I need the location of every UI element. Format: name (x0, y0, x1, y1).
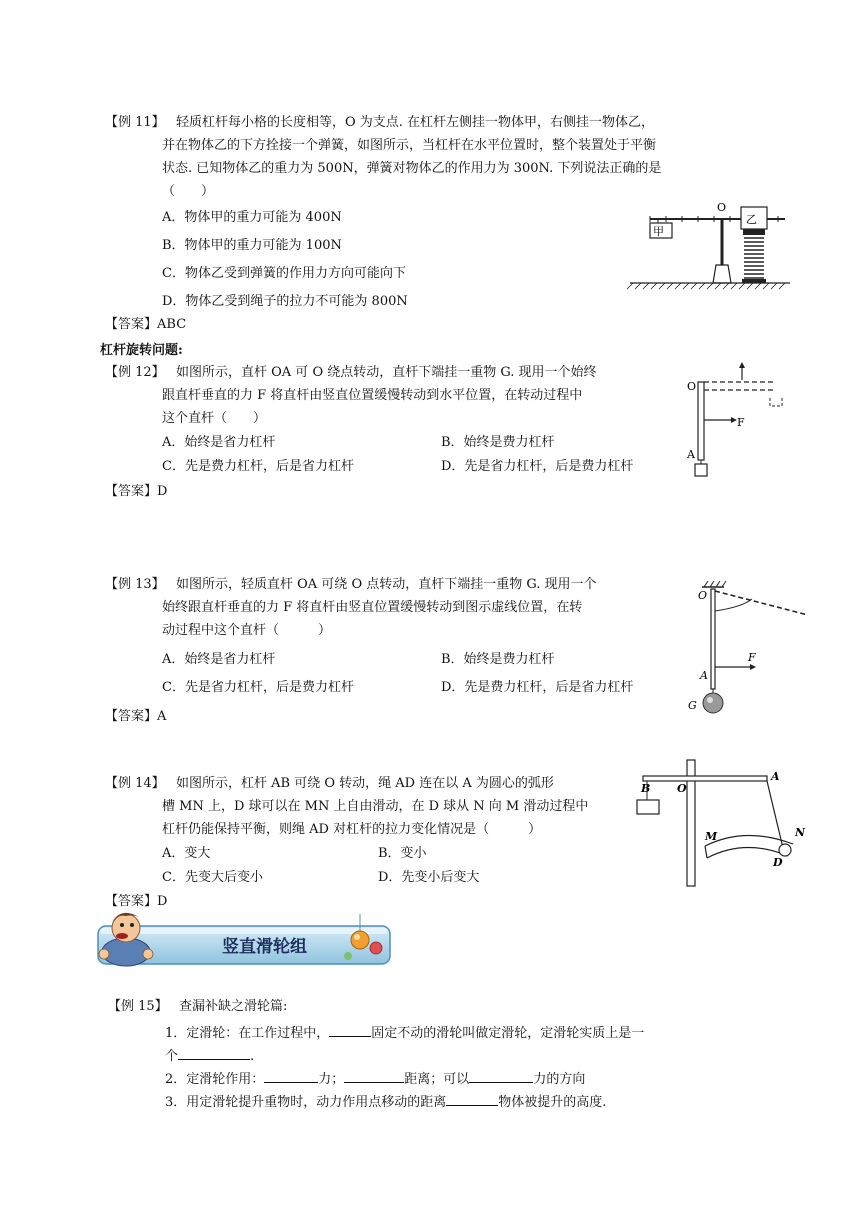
ex14-option-b: B．变小 (378, 846, 427, 861)
ex13-fig-f-label: F (748, 651, 756, 664)
ex13-fig-o-label: O (698, 589, 708, 602)
ex15-blank-2[interactable] (178, 1047, 250, 1060)
section-lever-rotation: 杠杆旋转问题: (100, 343, 183, 358)
ex15-blank-6[interactable] (446, 1093, 498, 1106)
ex13-answer: 【答案】A (105, 709, 167, 724)
ex11-answer: 【答案】ABC (105, 317, 187, 332)
ex12-option-c: C．先是费力杠杆，后是省力杠杆 (162, 459, 354, 474)
ex14-fig-a-label: A (771, 770, 780, 783)
ex11-option-d: D．物体乙受到绳子的拉力不可能为 800N (162, 294, 408, 309)
ex13-rod-ball-figure (682, 575, 810, 720)
ex13-tag: 【例 13】 (105, 577, 165, 592)
ex15-line-3: 2．定滑轮作用： 力； 距离；可以 力的方向 (165, 1072, 586, 1087)
ex12-line-1: 如图所示，直杆 OA 可 O 绕点转动，直杆下端挂一重物 G. 现用一个始终 (176, 365, 597, 380)
ex15-line-2: 个 . (165, 1049, 255, 1064)
ex11-line-2: 并在物体乙的下方拴接一个弹簧，如图所示，当杠杆在水平位置时，整个装置处于平衡 (162, 138, 657, 153)
ex13-option-a: A．始终是省力杠杆 (162, 652, 276, 667)
ex13-option-b: B．始终是费力杠杆 (441, 652, 555, 667)
ex14-option-d: D．先变小后变大 (378, 870, 480, 885)
ex14-fig-o-label: O (677, 782, 687, 795)
ex15-line-1: 1．定滑轮：在工作过程中， 固定不动的滑轮叫做定滑轮，定滑轮实质上是一 (165, 1026, 645, 1041)
ex14-line-1: 如图所示，杠杆 AB 可绕 O 转动，绳 AD 连在以 A 为圆心的弧形 (176, 776, 554, 791)
ex11-fig-o-label: O (717, 201, 727, 214)
ex12-option-a: A．始终是省力杠杆 (162, 435, 276, 450)
ex12-answer: 【答案】D (105, 484, 168, 499)
ex15-title: 查漏补缺之滑轮篇: (179, 999, 288, 1014)
ex15-blank-4[interactable] (344, 1070, 404, 1083)
ex12-line-3: 这个直杆（ ） (162, 411, 267, 426)
ex14-answer: 【答案】D (105, 894, 168, 909)
ex13-option-d: D．先是费力杠杆，后是省力杠杆 (441, 680, 634, 695)
ex14-option-a: A．变大 (162, 846, 211, 861)
ex14-fig-b-label: B (641, 782, 651, 795)
ex11-fig-jia-label: 甲 (653, 225, 664, 238)
ex11-option-a: A．物体甲的重力可能为 400N (162, 210, 342, 225)
ex14-line-3: 杠杆仍能保持平衡，则绳 AD 对杠杆的拉力变化情况是（ ） (162, 822, 542, 837)
ex13-fig-g-label: G (688, 699, 697, 712)
ex15-blank-1[interactable] (329, 1024, 371, 1037)
ex11-line-4: （ ） (162, 184, 215, 199)
ex15-blank-3[interactable] (264, 1070, 318, 1083)
ex12-line-2: 跟直杆垂直的力 F 将直杆由竖直位置缓慢转动到水平位置，在转动过程中 (162, 388, 583, 403)
ex13-fig-a-label: A (700, 669, 708, 682)
ex11-option-c: C．物体乙受到弹簧的作用力方向可能向下 (162, 266, 406, 281)
ex13-line-1: 如图所示，轻质直杆 OA 可绕 O 点转动，直杆下端挂一重物 G. 现用一个 (176, 577, 597, 592)
ex15-tag: 【例 15】 (108, 999, 168, 1014)
banner-title: 竖直滑轮组 (222, 937, 307, 957)
ex11-line-3: 状态. 已知物体乙的重力为 500N，弹簧对物体乙的作用力为 300N. 下列说法正确的是 (162, 161, 662, 176)
ex13-line-2: 始终跟直杆垂直的力 F 将直杆由竖直位置缓慢转动到图示虚线位置，在转 (162, 600, 583, 615)
ex14-fig-n-label: N (795, 826, 806, 839)
ex14-line-2: 槽 MN 上，D 球可以在 MN 上自由滑动，在 D 球从 N 向 M 滑动过程中 (162, 799, 589, 814)
ex12-fig-a-label: A (687, 448, 695, 461)
ex14-arc-groove-figure (635, 758, 815, 890)
ex11-option-b: B．物体甲的重力可能为 100N (162, 238, 342, 253)
ex13-option-c: C．先是省力杠杆，后是费力杠杆 (162, 680, 354, 695)
ex12-tag: 【例 12】 (105, 365, 165, 380)
ex11-fig-yi-label: 乙 (746, 213, 757, 226)
ex15-line-4: 3．用定滑轮提升重物时，动力作用点移动的距离 物体被提升的高度. (165, 1095, 607, 1110)
ex14-tag: 【例 14】 (105, 776, 165, 791)
ex12-fig-f-label: F (737, 416, 745, 429)
ex13-line-3: 动过程中这个直杆（ ） (162, 623, 332, 638)
ex14-option-c: C．先变大后变小 (162, 870, 263, 885)
ex12-fig-o-label: O (687, 380, 697, 393)
ex15-blank-5[interactable] (469, 1070, 533, 1083)
ex14-fig-d-label: D (773, 856, 783, 869)
ex11-lever-figure (625, 201, 795, 295)
ex14-fig-m-label: M (705, 830, 718, 843)
ex11-tag: 【例 11】 (105, 115, 165, 130)
ex11-line-1: 轻质杠杆每小格的长度相等，O 为支点. 在杠杆左侧挂一物体甲，右侧挂一物体乙， (176, 115, 655, 130)
ex12-rotating-rod-figure (685, 360, 795, 480)
ex12-option-b: B．始终是费力杠杆 (441, 435, 555, 450)
ex12-option-d: D．先是省力杠杆，后是费力杠杆 (441, 459, 634, 474)
